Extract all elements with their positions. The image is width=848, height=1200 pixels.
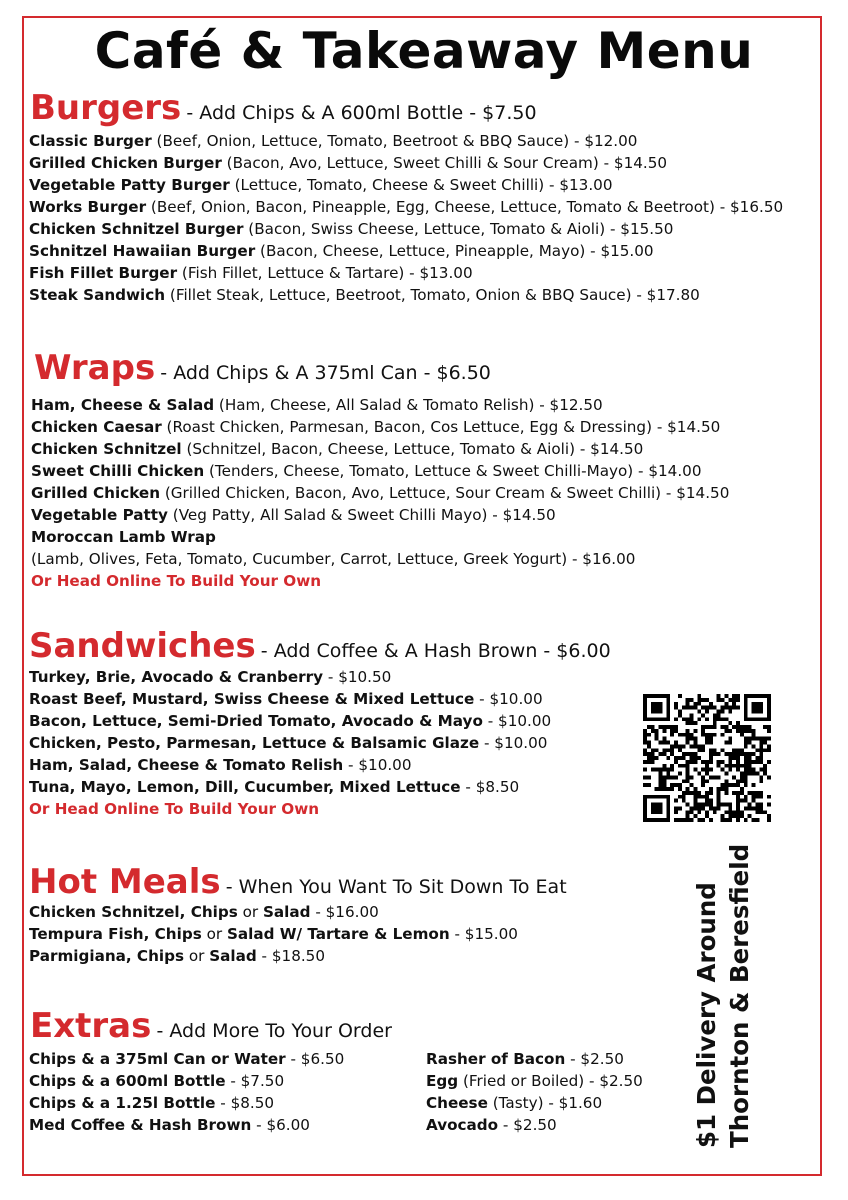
item-price: - $10.00: [479, 734, 548, 752]
burgers-header: [30, 88, 537, 128]
item-name: Chicken Caesar: [31, 418, 162, 436]
sandwiches-list: [29, 666, 551, 820]
item-price: - $17.80: [631, 286, 700, 304]
item-name: Fish Fillet Burger: [29, 264, 178, 282]
menu-item: [31, 416, 729, 438]
item-price: - $16.50: [714, 198, 784, 216]
item-name: Schnitzel Hawaiian Burger: [29, 242, 256, 260]
item-price: - $14.50: [598, 154, 668, 172]
item-name: Rasher of Bacon: [426, 1050, 566, 1068]
item-price: - $8.50: [460, 778, 520, 796]
menu-item: [29, 776, 551, 798]
item-desc: (Schnitzel, Bacon, Cheese, Lettuce, Tomato & Aioli): [181, 440, 576, 458]
menu-item: [31, 526, 729, 548]
item-alt: Salad: [209, 947, 257, 965]
menu-item: [29, 284, 819, 306]
menu-item: [29, 688, 551, 710]
item-price: - $2.50: [584, 1072, 643, 1090]
item-name: Grilled Chicken: [31, 484, 161, 502]
wraps-deal: - Add Chips & A 375ml Can - $6.50: [160, 362, 491, 384]
extras-deal: - Add More To Your Order: [156, 1020, 392, 1042]
wraps-header: [34, 348, 491, 388]
menu-item: [31, 482, 729, 504]
item-desc: (Ham, Cheese, All Salad & Tomato Relish): [214, 396, 535, 414]
item-desc: (Veg Patty, All Salad & Sweet Chilli Mayo): [167, 506, 488, 524]
item-desc: (Tenders, Cheese, Tomato, Lettuce & Sweet Chilli-Mayo): [204, 462, 634, 480]
item-name: Chips & a 1.25l Bottle: [29, 1094, 216, 1112]
item-name: Works Burger: [29, 198, 147, 216]
menu-item: [29, 945, 518, 967]
item-price: - $2.50: [498, 1116, 557, 1134]
hot-meals-header: [29, 862, 567, 902]
burgers-heading: Burgers: [30, 88, 182, 128]
item-name: Tuna, Mayo, Lemon, Dill, Cucumber, Mixed Lettuce: [29, 778, 461, 796]
sandwiches-header: [29, 626, 611, 666]
menu-item: [29, 1114, 344, 1136]
item-name: Ham, Salad, Cheese & Tomato Relish: [29, 756, 344, 774]
sandwiches-deal: - Add Coffee & A Hash Brown - $6.00: [260, 640, 611, 662]
menu-item: [29, 1048, 344, 1070]
item-name: Avocado: [426, 1116, 499, 1134]
item-name: Ham, Cheese & Salad: [31, 396, 215, 414]
wraps-heading: Wraps: [34, 348, 156, 388]
menu-item: [29, 240, 819, 262]
item-price: - $7.50: [225, 1072, 285, 1090]
menu-item: [426, 1070, 643, 1092]
item-price: - $1.60: [543, 1094, 603, 1112]
item-price: - $15.00: [449, 925, 518, 943]
item-desc: (Lamb, Olives, Feta, Tomato, Cucumber, Carrot, Lettuce, Greek Yogurt) - $16.00: [31, 550, 636, 568]
extras-heading: Extras: [30, 1006, 152, 1046]
item-price: - $14.50: [487, 506, 556, 524]
item-name: Chips & a 600ml Bottle: [29, 1072, 226, 1090]
item-name: Parmigiana, Chips: [29, 947, 185, 965]
burgers-deal: - Add Chips & A 600ml Bottle - $7.50: [186, 102, 537, 124]
item-price: - $18.50: [256, 947, 326, 965]
item-price: - $6.00: [251, 1116, 310, 1134]
menu-item: [29, 262, 819, 284]
item-price: - $15.50: [605, 220, 674, 238]
item-name: Vegetable Patty Burger: [29, 176, 230, 194]
menu-item: [29, 732, 551, 754]
item-name: Turkey, Brie, Avocado & Cranberry: [29, 668, 324, 686]
item-name: Moroccan Lamb Wrap: [31, 528, 216, 546]
item-price: - $14.50: [661, 484, 730, 502]
delivery-line-2: Thornton & Beresfield: [725, 843, 754, 1148]
or-text: or: [237, 903, 263, 921]
item-price: - $13.00: [544, 176, 613, 194]
item-name: Chicken Schnitzel Burger: [29, 220, 244, 238]
item-price: - $10.00: [474, 690, 543, 708]
hot-meals-deal: - When You Want To Sit Down To Eat: [225, 876, 567, 898]
or-text: or: [201, 925, 227, 943]
item-name: Sweet Chilli Chicken: [31, 462, 205, 480]
item-name: Vegetable Patty: [31, 506, 168, 524]
menu-item: [29, 1092, 344, 1114]
item-alt: Salad W/ Tartare & Lemon: [226, 925, 450, 943]
or-text: or: [184, 947, 210, 965]
menu-item: [426, 1092, 643, 1114]
item-name: Tempura Fish, Chips: [29, 925, 202, 943]
item-desc: (Beef, Onion, Bacon, Pineapple, Egg, Cheese, Lettuce, Tomato & Beetroot): [146, 198, 715, 216]
item-desc: (Bacon, Cheese, Lettuce, Pineapple, Mayo): [255, 242, 586, 260]
build-your-own-link[interactable]: Or Head Online To Build Your Own: [29, 800, 320, 818]
item-name: Bacon, Lettuce, Semi-Dried Tomato, Avocado & Mayo: [29, 712, 483, 730]
burgers-list: [29, 130, 819, 306]
extras-left-list: [29, 1048, 344, 1136]
item-price: - $2.50: [565, 1050, 624, 1068]
item-price: - $14.50: [575, 440, 644, 458]
item-desc: (Lettuce, Tomato, Cheese & Sweet Chilli): [229, 176, 545, 194]
menu-item: [31, 460, 729, 482]
item-price: - $10.00: [482, 712, 552, 730]
item-price: - $12.50: [534, 396, 603, 414]
item-price: - $14.50: [652, 418, 721, 436]
sandwiches-heading: Sandwiches: [29, 626, 256, 666]
item-desc: (Roast Chicken, Parmesan, Bacon, Cos Lettuce, Egg & Dressing): [161, 418, 652, 436]
hot-meals-list: [29, 901, 518, 967]
item-price: - $14.00: [633, 462, 702, 480]
hot-meals-heading: Hot Meals: [29, 862, 221, 902]
item-price: - $15.00: [585, 242, 654, 260]
menu-item: [31, 394, 729, 416]
menu-item: [426, 1114, 643, 1136]
item-desc: (Beef, Onion, Lettuce, Tomato, Beetroot & BBQ Sauce): [151, 132, 570, 150]
item-price: - $16.00: [310, 903, 379, 921]
item-name: Classic Burger: [29, 132, 152, 150]
build-your-own-link[interactable]: Or Head Online To Build Your Own: [31, 572, 322, 590]
item-price: - $10.50: [323, 668, 392, 686]
item-name: Med Coffee & Hash Brown: [29, 1116, 252, 1134]
menu-item: [29, 901, 518, 923]
item-name: Chips & a 375ml Can or Water: [29, 1050, 286, 1068]
item-price: - $10.00: [343, 756, 412, 774]
item-price: - $12.00: [569, 132, 638, 150]
menu-item: [29, 196, 819, 218]
item-price: - $8.50: [215, 1094, 275, 1112]
wraps-list: [31, 394, 729, 592]
menu-item-detail: [31, 548, 729, 570]
menu-item: [29, 152, 819, 174]
qr-code-icon[interactable]: [643, 694, 771, 822]
item-desc: (Bacon, Avo, Lettuce, Sweet Chilli & Sour Cream): [221, 154, 599, 172]
item-alt: Salad: [262, 903, 311, 921]
item-name: Cheese: [426, 1094, 488, 1112]
item-desc: (Fillet Steak, Lettuce, Beetroot, Tomato, Onion & BBQ Sauce): [165, 286, 632, 304]
menu-item: [29, 923, 518, 945]
item-name: Chicken, Pesto, Parmesan, Lettuce & Balsamic Glaze: [29, 734, 480, 752]
item-price: - $13.00: [404, 264, 473, 282]
item-price: - $6.50: [285, 1050, 345, 1068]
item-name: Egg: [426, 1072, 459, 1090]
item-desc: (Tasty): [487, 1094, 544, 1112]
page-title: Café & Takeaway Menu: [94, 22, 754, 80]
item-name: Chicken Schnitzel, Chips: [29, 903, 238, 921]
menu-item: [29, 754, 551, 776]
item-name: Steak Sandwich: [29, 286, 166, 304]
item-name: Grilled Chicken Burger: [29, 154, 222, 172]
menu-item: [29, 1070, 344, 1092]
delivery-line-1: $1 Delivery Around: [692, 882, 721, 1148]
menu-item: [29, 130, 819, 152]
delivery-banner: [690, 844, 756, 1148]
item-desc: (Grilled Chicken, Bacon, Avo, Lettuce, Sour Cream & Sweet Chilli): [160, 484, 662, 502]
item-name: Chicken Schnitzel: [31, 440, 182, 458]
menu-item: [31, 504, 729, 526]
menu-item: [29, 174, 819, 196]
menu-item: [29, 710, 551, 732]
item-name: Roast Beef, Mustard, Swiss Cheese & Mixed Lettuce: [29, 690, 475, 708]
menu-item: [29, 666, 551, 688]
extras-right-list: [426, 1048, 643, 1136]
item-desc: (Bacon, Swiss Cheese, Lettuce, Tomato & Aioli): [243, 220, 606, 238]
extras-header: [30, 1006, 392, 1046]
item-desc: (Fish Fillet, Lettuce & Tartare): [177, 264, 405, 282]
menu-item: [29, 218, 819, 240]
menu-item: [426, 1048, 643, 1070]
item-desc: (Fried or Boiled): [458, 1072, 585, 1090]
menu-item: [31, 438, 729, 460]
